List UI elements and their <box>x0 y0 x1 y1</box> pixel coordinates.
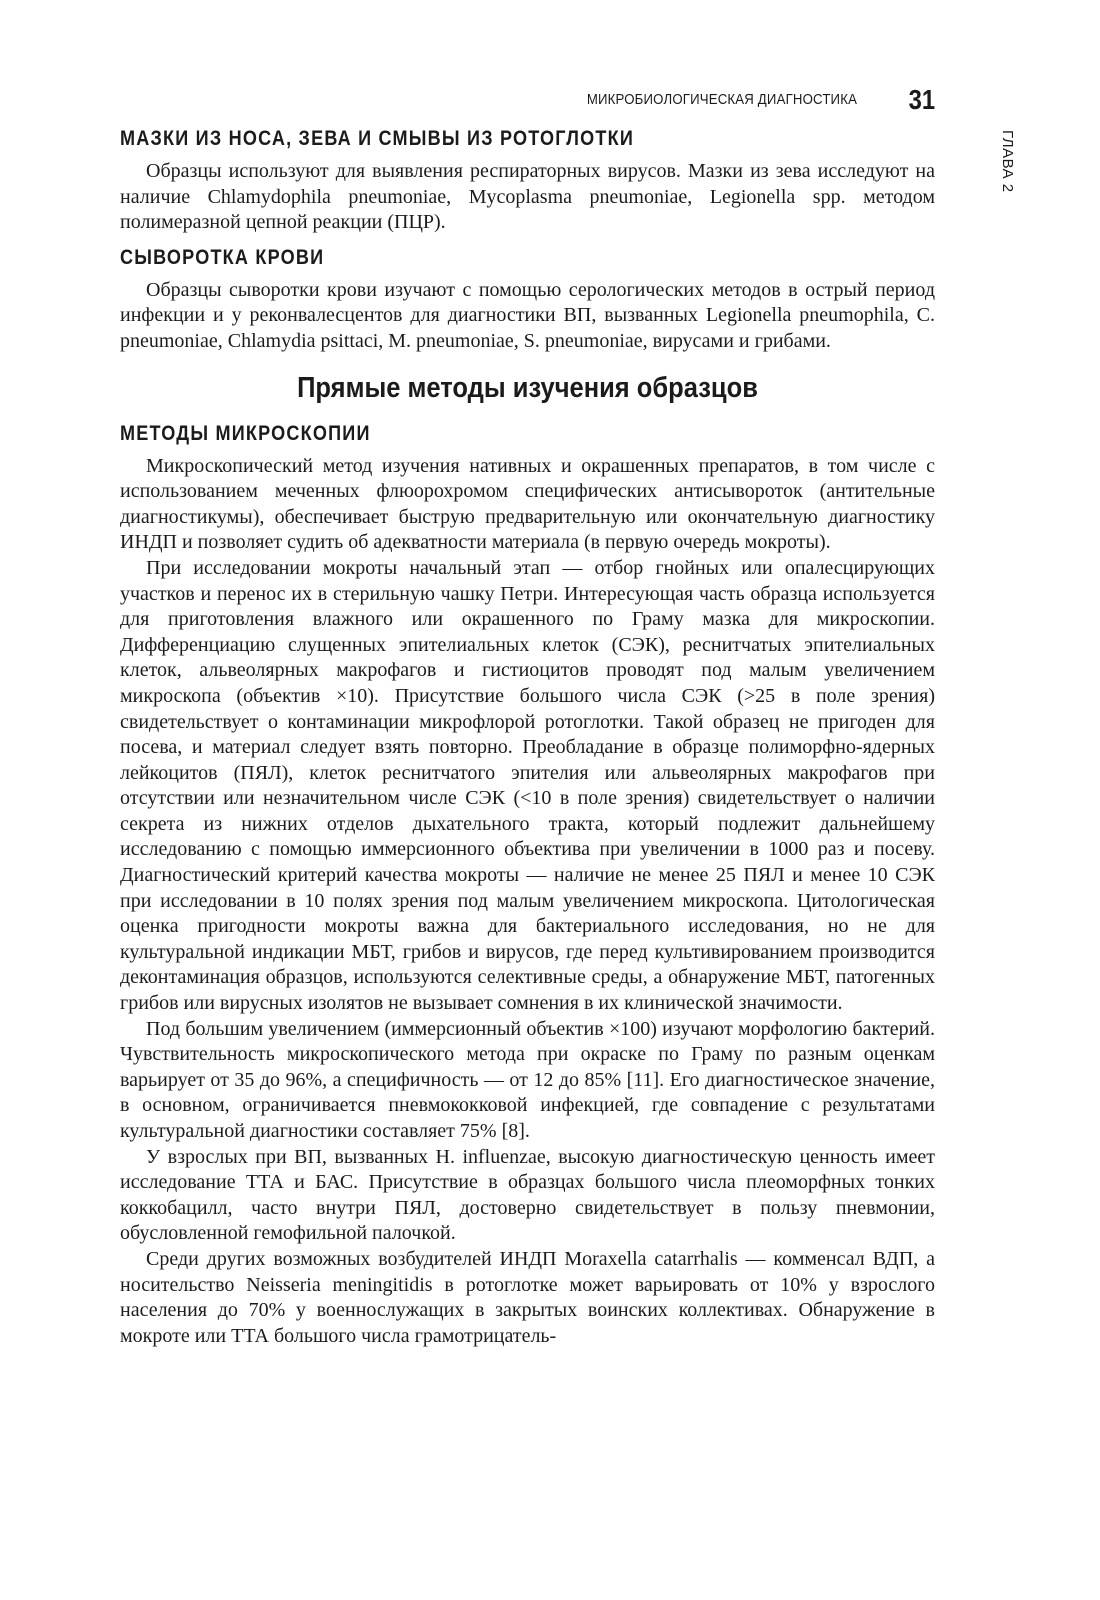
section-heading-swabs: МАЗКИ ИЗ НОСА, ЗЕВА И СМЫВЫ ИЗ РОТОГЛОТКИ <box>120 127 635 150</box>
paragraph: Микроскопический метод изучения нативных и окрашенных препаратов, в том числе с использованием меченных флюорохромом специфических антисывороток (антительные диагностикумы), обеспечивает быструю предварительную или окончательную диагностику ИНДП и позволяет судить об адекватности материала (в первую очередь мокроты). <box>120 454 935 554</box>
chapter-side-label: ГЛАВА 2 <box>999 130 1016 193</box>
paragraph: Образцы сыворотки крови изучают с помощью серологических методов в острый период инфекции и у реконвалесцентов для диагностики ВП, вызванных Legionella pneumophila, C. pneumoniae, Chlamydia psittaci, M. pneumoniae, S. pneumoniae, вирусами и грибами. <box>120 278 935 352</box>
running-header <box>120 86 935 118</box>
paragraph: При исследовании мокроты начальный этап — отбор гнойных или опалесцирующих участков и перенос их в стерильную чашку Петри. Интересующая часть образца используется для приготовления влажного или окрашенного по Граму мазка для микроскопии. Дифференциацию слущенных эпителиальных клеток (СЭК), реснитчатых эпителиальных клеток, альвеолярных макрофагов и гистиоцитов проводят под малым увеличением микроскопа (объектив ×10). Присутствие большого числа СЭК (>25 в поле зрения) свидетельствует о контаминации микрофлорой ротоглотки. Такой образец не пригоден для посева, и материал следует взять повторно. Преобладание в образце полиморфно-ядерных лейкоцитов (ПЯЛ), клеток реснитчатого эпителия или альвеолярных макрофагов при отсутствии или незначительном числе СЭК (<10 в поле зрения) свидетельствует о наличии секрета из нижних отделов дыхательного тракта, который подлежит дальнейшему исследованию с помощью иммерсионного объектива при увеличении в 1000 раз и посеву. Диагностический критерий качества мокроты — наличие не менее 25 ПЯЛ и менее 10 СЭК при исследовании в 10 полях зрения под малым увеличением микроскопа. Цитологическая оценка пригодности мокроты важна для бактериального исследования, но не для культуральной индикации МБТ, грибов и вирусов, где перед культивированием производится деконтаминация образцов, используются селективные среды, а обнаружение МБТ, патогенных грибов или вирусных изолятов не вызывает сомнения в их клинической значимости. <box>120 556 935 1015</box>
paragraph: Образцы используют для выявления респираторных вирусов. Мазки из зева исследуют на наличие Chlamydophila pneumoniae, Mycoplasma pneumoniae, Legionella spp. методом полимеразной цепной реакции (ПЦР). <box>120 160 935 234</box>
paragraph: У взрослых при ВП, вызванных H. influenzae, высокую диагностическую ценность имеет исследование ТТА и БАС. Присутствие в образцах большого числа плеоморфных тонких коккобацилл, часто внутри ПЯЛ, достоверно свидетельствует в пользу пневмонии, обусловленной гемофильной палочкой. <box>120 1145 935 1245</box>
running-title: МИКРОБИОЛОГИЧЕСКАЯ ДИАГНОСТИКА <box>586 91 857 108</box>
major-heading-direct-methods: Прямые методы изучения образцов <box>297 371 758 404</box>
section-heading-microscopy: МЕТОДЫ МИКРОСКОПИИ <box>120 421 371 445</box>
page-number: 31 <box>908 84 935 115</box>
paragraph: Среди других возможных возбудителей ИНДП Moraxella catarrhalis — комменсал ВДП, а носительство Neisseria meningitidis в ротоглотке может варьировать от 10% у взрослого населения до 70% у военнослужащих в закрытых воинских коллективах. Обнаружение в мокроте или ТТА большого числа грамотрицатель- <box>120 1247 935 1347</box>
section-heading-serum: СЫВОРОТКА КРОВИ <box>120 245 325 269</box>
page-body <box>120 125 935 1349</box>
paragraph: Под большим увеличением (иммерсионный объектив ×100) изучают морфологию бактерий. Чувствительность микроскопического метода при окраске по Граму по разным оценкам варьирует от 35 до 96%, а специфичность — от 12 до 85% [11]. Его диагностическое значение, в основном, ограничивается пневмококковой инфекцией, где совпадение с результатами культуральной диагностики составляет 75% [8]. <box>120 1017 935 1142</box>
